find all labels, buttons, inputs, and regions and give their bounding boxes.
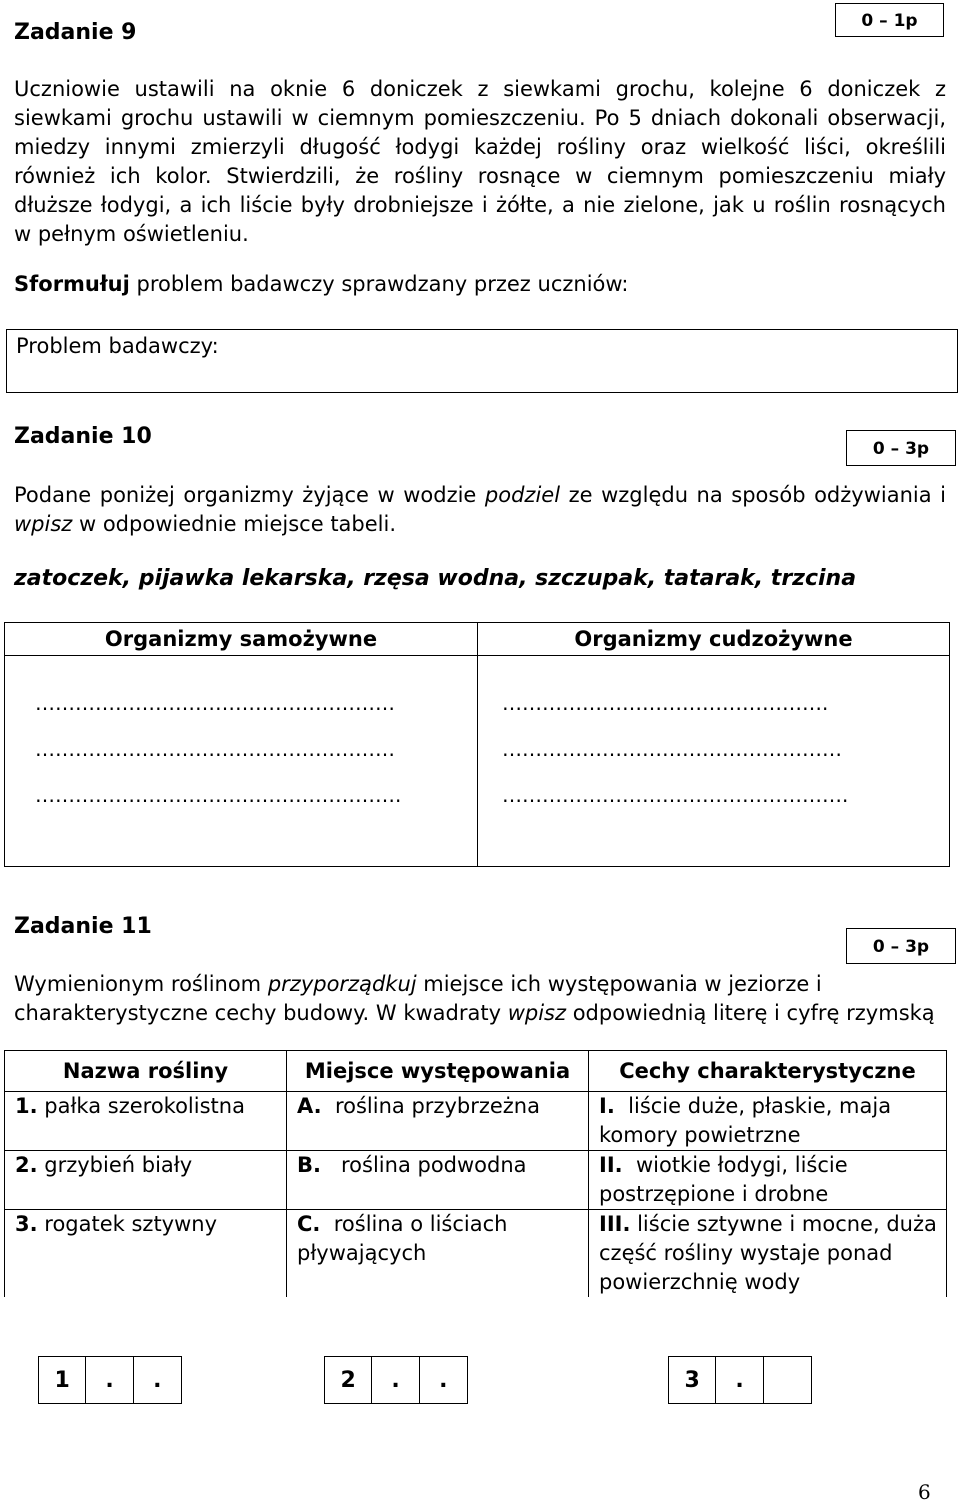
task9-line: również ich kolor. Stwierdzili, że rośliny rosnące w ciemnym pomieszczeniu miały	[14, 164, 946, 188]
habitat-cell	[287, 1151, 589, 1210]
answer-slot-feature[interactable]: .	[153, 1367, 162, 1393]
task10-line2	[14, 510, 946, 539]
task11-line1-a: Wymienionym roślinom	[14, 972, 268, 996]
plant-number: 2.	[15, 1153, 38, 1177]
dots-line: …………………………………………….	[502, 783, 849, 807]
header-habitat: Miejsce występowania	[287, 1051, 589, 1092]
habitat-letter: A.	[297, 1094, 322, 1118]
dots-line: ……………………………………………	[502, 737, 842, 761]
feature-text: liście duże, płaskie, maja komory powietrzne	[599, 1094, 898, 1147]
answer-slot-feature[interactable]: .	[439, 1367, 448, 1393]
plant-number: 1.	[15, 1094, 38, 1118]
task10-verb-write: wpisz	[14, 512, 73, 536]
task9-paragraph	[14, 75, 946, 249]
plant-name: pałka szerokolistna	[37, 1094, 245, 1118]
feature-text: liście sztywne i mocne, duża część rośliny wystaje ponad powierzchnię wody	[599, 1212, 944, 1294]
answer-box-2[interactable]	[324, 1356, 468, 1404]
plant-number: 3.	[15, 1212, 38, 1236]
answer-box-number: 3	[669, 1357, 716, 1403]
task10-title: Zadanie 10	[14, 424, 152, 449]
task11-points-box	[846, 928, 956, 964]
task9-points: 0 – 1p	[861, 11, 918, 31]
task11-line2	[14, 999, 946, 1028]
task10-line1-b: ze względu na sposób odżywiania i	[560, 483, 946, 507]
habitat-text: roślina podwodna	[320, 1153, 527, 1177]
task10-instruction	[14, 481, 946, 539]
task10-organisms-list: zatoczek, pijawka lekarska, rzęsa wodna, szczupak, tatarak, trzcina	[14, 566, 857, 591]
habitat-letter: C.	[297, 1212, 321, 1236]
answer-box-number: 2	[325, 1357, 372, 1403]
habitat-cell	[287, 1210, 589, 1298]
answer-slot-habitat[interactable]: .	[86, 1357, 133, 1403]
task10-line2-b: w odpowiednie miejsce tabeli.	[72, 512, 397, 536]
task11-instruction	[14, 970, 946, 1028]
task11-line2-a: charakterystyczne cechy budowy. W kwadraty	[14, 1001, 508, 1025]
task10-table	[4, 622, 950, 867]
task10-verb-divide: podziel	[484, 483, 561, 507]
col-heterotrophs-header: Organizmy cudzożywne	[478, 623, 950, 656]
dots-line: ………………………………………………	[35, 691, 395, 715]
task9-instruction-text: problem badawczy sprawdzany przez uczniów:	[129, 272, 629, 296]
page-number: 6	[918, 1480, 931, 1504]
dots-line: ……………………………………………….	[35, 783, 402, 807]
col-autotrophs-header: Organizmy samożywne	[5, 623, 478, 656]
habitat-letter: B.	[297, 1153, 321, 1177]
task11-verb-write: wpisz	[507, 1001, 567, 1025]
answer-slot-habitat[interactable]: .	[716, 1357, 763, 1403]
task9-line: Uczniowie ustawili na oknie 6 doniczek z siewkami grochu, kolejne 6 doniczek z	[14, 77, 946, 101]
task11-line1	[14, 970, 946, 999]
dots-line: ………………………………………………	[35, 737, 395, 761]
answer-box-1[interactable]	[38, 1356, 182, 1404]
header-plant-name: Nazwa rośliny	[5, 1051, 287, 1092]
feature-numeral: II.	[599, 1153, 623, 1177]
plant-cell	[5, 1092, 287, 1151]
habitat-text: roślina o liściach pływających	[297, 1212, 515, 1265]
answer-slot-habitat[interactable]: .	[372, 1357, 419, 1403]
task11-line2-b: odpowiednią literę i cyfrę rzymską	[566, 1001, 935, 1025]
plant-cell	[5, 1210, 287, 1298]
heterotrophs-cell[interactable]	[478, 656, 950, 867]
header-features: Cechy charakterystyczne	[589, 1051, 947, 1092]
task11-table	[4, 1050, 947, 1297]
task9-title: Zadanie 9	[14, 20, 137, 45]
task9-line: siewkami grochu ustawili w ciemnym pomieszczeniu. Po 5 dniach dokonali obserwacji,	[14, 106, 946, 130]
task10-line1-a: Podane poniżej organizmy żyjące w wodzie	[14, 483, 485, 507]
answer-box-3[interactable]	[668, 1356, 812, 1404]
task11-verb-assign: przyporządkuj	[267, 972, 417, 996]
task9-line: dłuższe łodygi, a ich liście były drobniejsze i żółte, a nie zielone, jak u roślin rosnących	[14, 193, 946, 217]
task10-points: 0 – 3p	[872, 439, 930, 459]
plant-cell	[5, 1151, 287, 1210]
dots-line: ………………………………………….	[502, 691, 829, 715]
plant-name: grzybień biały	[37, 1153, 193, 1177]
task9-points-box	[835, 3, 944, 37]
problem-answer-box[interactable]	[6, 329, 958, 393]
answer-slot-feature[interactable]	[764, 1357, 811, 1403]
habitat-text: roślina przybrzeżna	[321, 1094, 540, 1118]
task9-line: w pełnym oświetleniu.	[14, 222, 249, 246]
task9-instruction	[14, 272, 628, 296]
task11-line1-b: miejsce ich występowania w jeziorze i	[416, 972, 822, 996]
feature-cell	[589, 1210, 947, 1298]
task10-line1	[14, 481, 946, 510]
feature-numeral: I.	[599, 1094, 615, 1118]
answer-box-number: 1	[39, 1357, 86, 1403]
task9-instruction-verb: Sformułuj	[14, 272, 130, 296]
feature-numeral: III.	[599, 1212, 631, 1236]
habitat-cell	[287, 1092, 589, 1151]
feature-cell	[589, 1092, 947, 1151]
task11-title: Zadanie 11	[14, 914, 152, 939]
autotrophs-cell[interactable]	[5, 656, 478, 867]
task9-line: miedzy innymi zmierzyli długość łodygi każdej rośliny oraz wielkość liści, określili	[14, 135, 946, 159]
feature-text: wiotkie łodygi, liście postrzępione i drobne	[599, 1153, 855, 1206]
problem-label: Problem badawczy:	[16, 334, 219, 358]
feature-cell	[589, 1151, 947, 1210]
task10-points-box	[846, 430, 956, 466]
plant-name: rogatek sztywny	[37, 1212, 218, 1236]
task11-points: 0 – 3p	[872, 937, 930, 957]
